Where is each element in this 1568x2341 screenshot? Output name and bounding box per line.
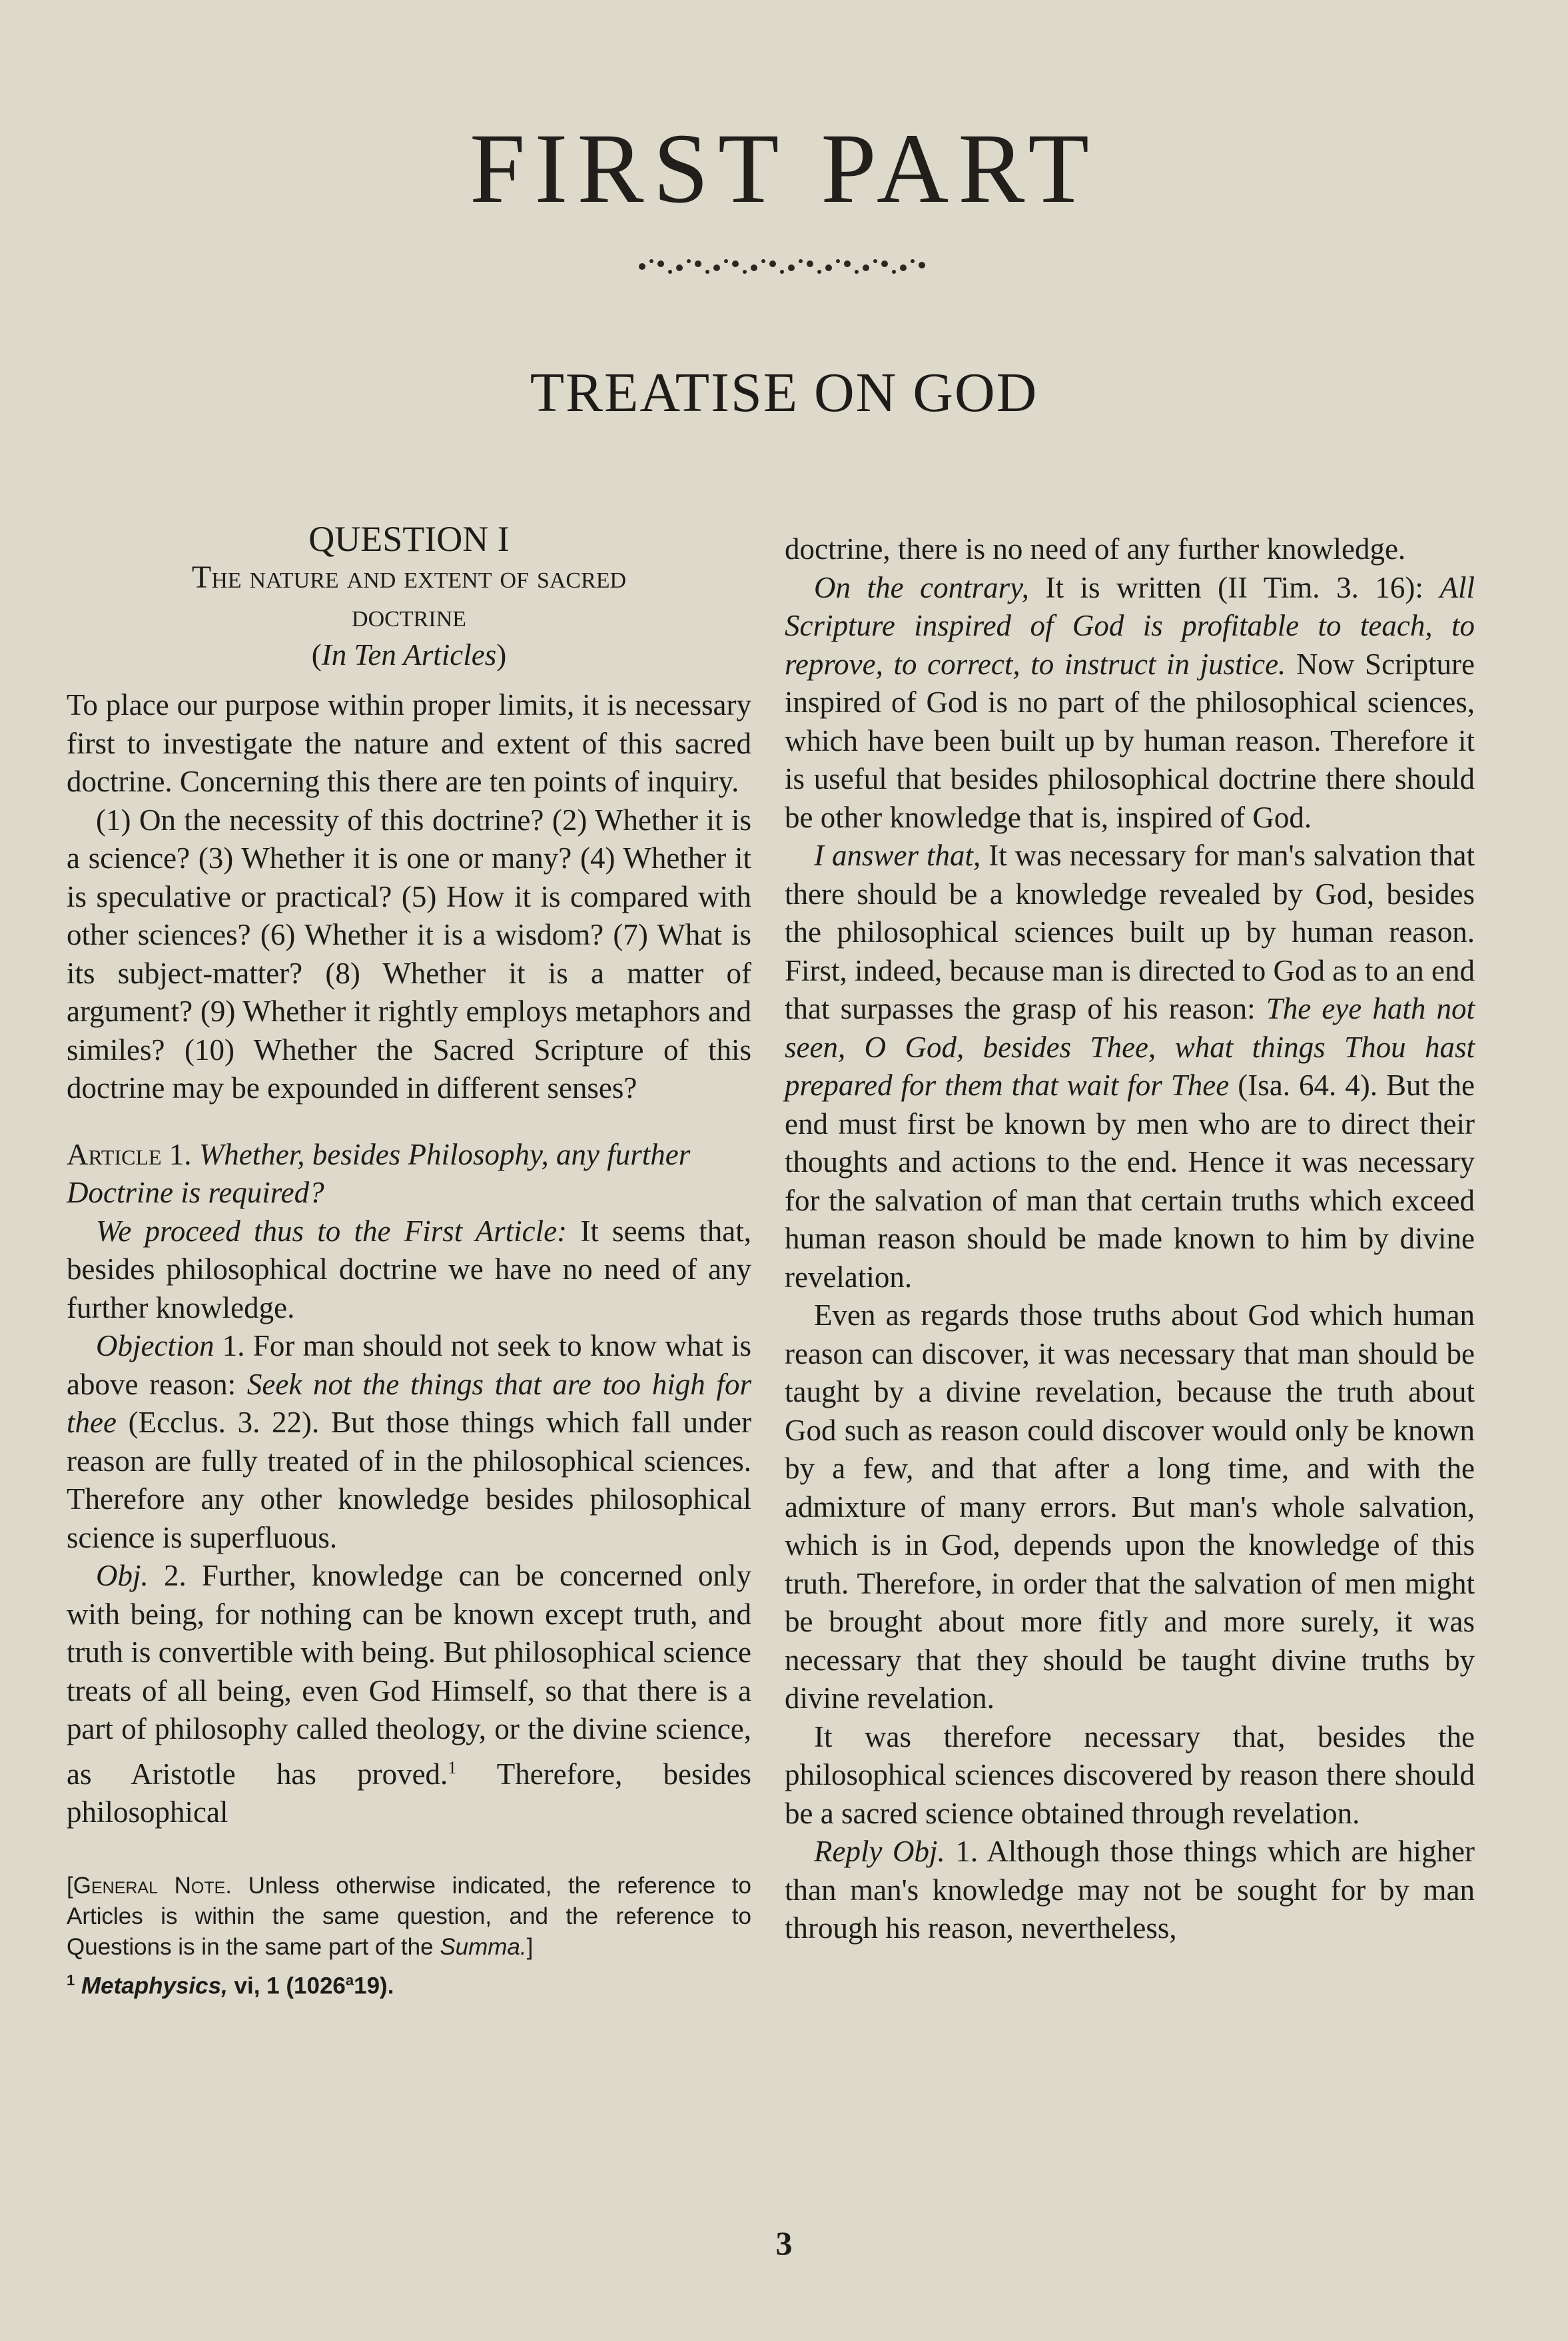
therefore-paragraph: It was therefore necessary that, besides the philosophical sciences discovered by reason there should be a sacred science obtained through revelation. xyxy=(785,1719,1475,1830)
i-answer-that-paragraph: I answer that, It was necessary for man's salvation that there should be a knowledge revealed by God, besides the philosophical sciences built up by human reason. First, indeed, because man is directed to God as to an end that surpasses the grasp of his reason: The eye hath not seen, O God, besides Thee, what things Thou hast prepared for them that wait for Thee (Isa. 64. 4). But the end must first be known by men who are to direct their thoughts and actions to the end. Hence it was necessary for the salvation of man that certain truths which exceed human reason should be made known to him by divine revelation. xyxy=(785,839,1475,1294)
question-subtitle-line-1: The nature and extent of sacred xyxy=(191,560,627,595)
question-title: QUESTION I xyxy=(308,519,510,559)
left-column xyxy=(67,520,751,2001)
question-subtitle-line-2: doctrine xyxy=(352,598,466,634)
part-title: FIRST PART xyxy=(470,113,1098,224)
question-heading xyxy=(67,520,751,686)
intro-paragraph: To place our purpose within proper limits, it is necessary first to investigate the nature and extent of this sacred doctrine. Concerning this there are ten points of inquiry. xyxy=(67,688,751,798)
inquiry-list-paragraph: (1) On the necessity of this doctrine? (2) Whether it is a science? (3) Whether it is one or many? (4) Whether it is speculative or practical? (5) How it is compared with other sciences? (6) Whether it is a wisdom? (7) What is its subject-matter? (8) Whether it is a matter of argument? (9) Whether it rightly employs metaphors and similes? (10) Whether the Sacred Scripture of this doctrine may be expounded in different senses? xyxy=(67,803,751,1105)
footnote-1: $^1$ Metaphysics, vi, 1 (1026$^a$19). xyxy=(67,1971,394,1999)
right-column xyxy=(785,530,1475,1948)
general-note: [General Note. Unless otherwise indicated, the reference to Articles is within the same question, and the reference to Questions is in the same part of the Summa.] $^1$ Metaphysics, vi, 1 (1026$^a$19). xyxy=(67,1871,751,2002)
reply-objection-1-paragraph: Reply Obj. 1. Although those things which are higher than man's knowledge may not be sought for by man through his reason, nevertheless, xyxy=(785,1835,1475,1945)
even-as-regards-paragraph: Even as regards those truths about God which human reason can discover, it was necessary that man should be taught by a divine revelation, because the truth about God such as reason could discover would only be known by a few, and that after a long time, and with the admixture of many errors. But man's whole salvation, which is in God, depends upon the knowledge of this truth. Therefore, in order that the salvation of men might be brought about more fitly and more surely, it was necessary that they should be taught divine truths by divine revelation. xyxy=(785,1298,1475,1715)
article-label: Article 1. xyxy=(67,1137,192,1171)
decorative-ornament-rule xyxy=(634,256,934,277)
proceed-paragraph: We proceed thus to the First Article: It seems that, besides philosophical doctrine we have no need of any further knowledge. xyxy=(67,1214,751,1324)
page-number: 3 xyxy=(775,2224,793,2262)
article-title: Whether, besides Philosophy, any further Doctrine is required? xyxy=(67,1137,691,1209)
footnote-ref-1: 1 xyxy=(448,1757,457,1777)
on-the-contrary-paragraph: On the contrary, It is written (II Tim. 3. 16): All Scripture inspired of God is profitable to teach, to reprove, to correct, to instruct in justice. Now Scripture inspired of God is no part of the philosophical sciences, which have been built up by human reason. Therefore it is useful that besides philosophical doctrine there should be other knowledge that is, inspired of God. xyxy=(785,570,1475,834)
question-article-count: (In Ten Articles) xyxy=(311,638,507,672)
treatise-title: TREATISE ON GOD xyxy=(530,362,1038,424)
continued-paragraph: doctrine, there is no need of any further knowledge. xyxy=(785,532,1406,566)
article-heading xyxy=(67,1136,751,1212)
objection-2-paragraph: Obj. 2. Further, knowledge can be concerned only with being, for nothing can be known except truth, and truth is convertible with being. But philosophical science treats of all being, even God Himself, so that there is a part of philosophy called theology, or the divine science, as Aristotle has proved.$^1$ Therefore, besides philosophical xyxy=(67,1559,752,1829)
objection-1-paragraph: Objection 1. For man should not seek to know what is above reason: Seek not the things that are too high for thee (Ecclus. 3. 22). But those things which fall under reason are fully treated of in the philosophical sciences. Therefore any other knowledge besides philosophical science is superfluous. xyxy=(67,1329,752,1554)
